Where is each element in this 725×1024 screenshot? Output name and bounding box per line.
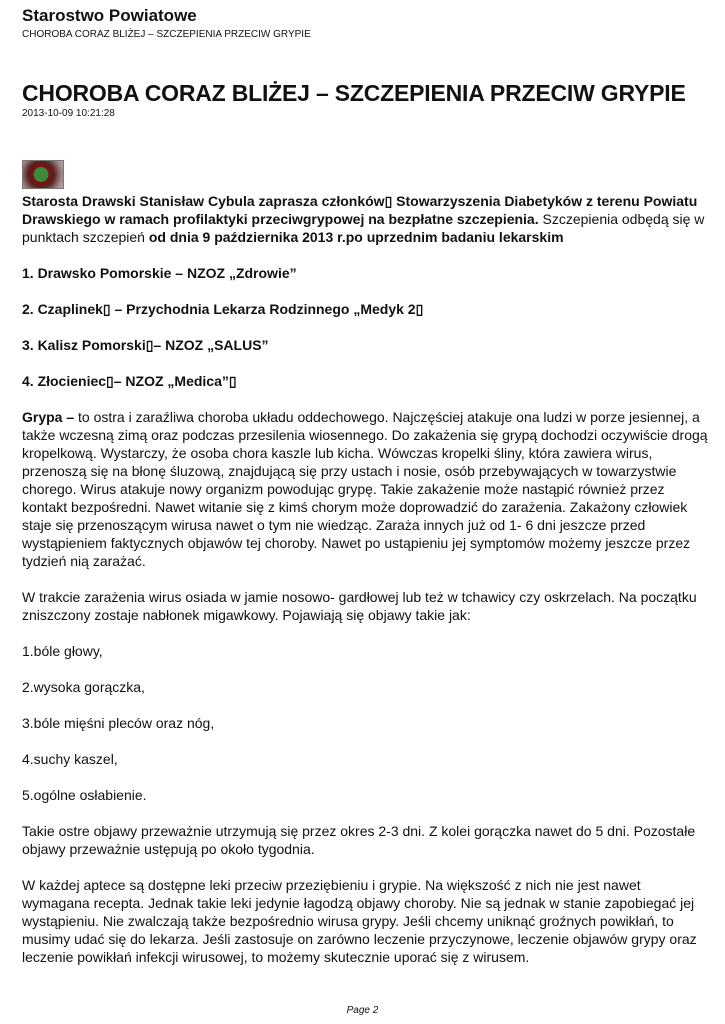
- intro-paragraph: [22, 192, 712, 246]
- duration-paragraph: Takie ostre objawy przeważnie utrzymują się przez okres 2-3 dni. Z kolei gorączka nawet do 5 dni. Pozostałe objawy przeważnie ustępują po około tygodnia.: [22, 823, 696, 857]
- page-number: Page 2: [346, 1005, 379, 1016]
- document-page: [22, 6, 712, 966]
- treatment-paragraph: W każdej aptece są dostępne leki przeciw przeziębieniu i grypie. Na większość z nich nie jest nawet wymagana recepta. Jednak takie leki jedynie łagodzą objawy choroby. Nie są jednak w stanie zapobiegać jej wystąpieniu. Nie zwalczają także bezpośrednio wirusa grypy. Jeśli chcemy uniknąć groźnych powikłań, to musimy udać się do lekarza. Jeśli zastosuje on zarówno leczenie przyczynowe, leczenie objawów grypy oraz leczenie powikłań infekcji wirusowej, to możemy skutecznie uporać się z wirusem.: [22, 877, 697, 965]
- intro-bold-text: Starosta Drawski Stanisław Cybula zaprasza członków▯ Stowarzyszenia Diabetyków z terenu Powiatu Drawskiego w ramach profilaktyki przeciwgrypowej na bezpłatne szczepienia.: [22, 193, 698, 227]
- symptom-item: 5.ogólne osłabienie.: [22, 787, 147, 803]
- flu-text: to ostra i zaraźliwa choroba układu oddechowego. Najczęściej atakuje ona ludzi w porze jesiennej, a także wczesną zimą oraz podczas przesilenia wiosennego. Do zakażenia się grypą dochodzi oczywiście drogą kropelkową. Wystarczy, że osoba chora kaszle lub kicha. Wówczas kropelki śliny, która zawiera wirus, przenoszą się na błonę śluzową, znajdującą się przy ustach i nosie, osób przebywających w towarzystwie chorego. Wirus atakuje nowy organizm powodując grypę. Takie zakażenie może nastąpić również przez kontakt bezpośredni. Nawet witanie się z kimś chorym może doprowadzić do zarażenia. Zakażony człowiek staje się przenoszącym wirusa nawet o tym nie wiedząc. Zaraża innych już od 1- 6 dni jeszcze przed wystąpieniem faktycznych objawów tej choroby. Nawet po ustąpieniu jej symptomów możemy jeszcze przez tydzień nią zarażać.: [22, 409, 708, 569]
- intro-date-text: od dnia 9 października 2013 r.po uprzednim badaniu lekarskim: [148, 229, 564, 245]
- article-title: CHOROBA CORAZ BLIŻEJ – SZCZEPIENIA PRZECIW GRYPIE: [22, 80, 686, 106]
- infection-paragraph: W trakcie zarażenia wirus osiada w jamie nosowo- gardłowej lub też w tchawicy czy oskrzelach. Na początku zniszczony zostaje nabłonek migawkowy. Pojawiają się objawy takie jak:: [22, 589, 697, 623]
- location-item: 3. Kalisz Pomorski▯– NZOZ „SALUS”: [22, 337, 269, 353]
- publish-date: 2013-10-09 10:21:28: [22, 108, 115, 119]
- flu-label: Grypa –: [22, 409, 75, 425]
- intro-text: Szczepienia odbędą się w punktach szczepień: [22, 211, 705, 245]
- location-item: 4. Złocieniec▯– NZOZ „Medica”▯: [22, 373, 237, 389]
- symptom-item: 1.bóle głowy,: [22, 643, 103, 659]
- breadcrumb: CHOROBA CORAZ BLIŻEJ – SZCZEPIENIA PRZECIW GRYPIE: [22, 29, 311, 40]
- symptom-item: 2.wysoka gorączka,: [22, 679, 145, 695]
- article-thumbnail-image: [22, 160, 64, 189]
- flu-paragraph: [22, 408, 712, 570]
- location-item: 1. Drawsko Pomorskie – NZOZ „Zdrowie”: [22, 265, 297, 281]
- symptom-item: 3.bóle mięśni pleców oraz nóg,: [22, 715, 215, 731]
- symptom-item: 4.suchy kaszel,: [22, 751, 118, 767]
- article-body: [22, 192, 712, 966]
- site-title: Starostwo Powiatowe: [22, 6, 197, 25]
- location-item: 2. Czaplinek▯ – Przychodnia Lekarza Rodzinnego „Medyk 2▯: [22, 301, 424, 317]
